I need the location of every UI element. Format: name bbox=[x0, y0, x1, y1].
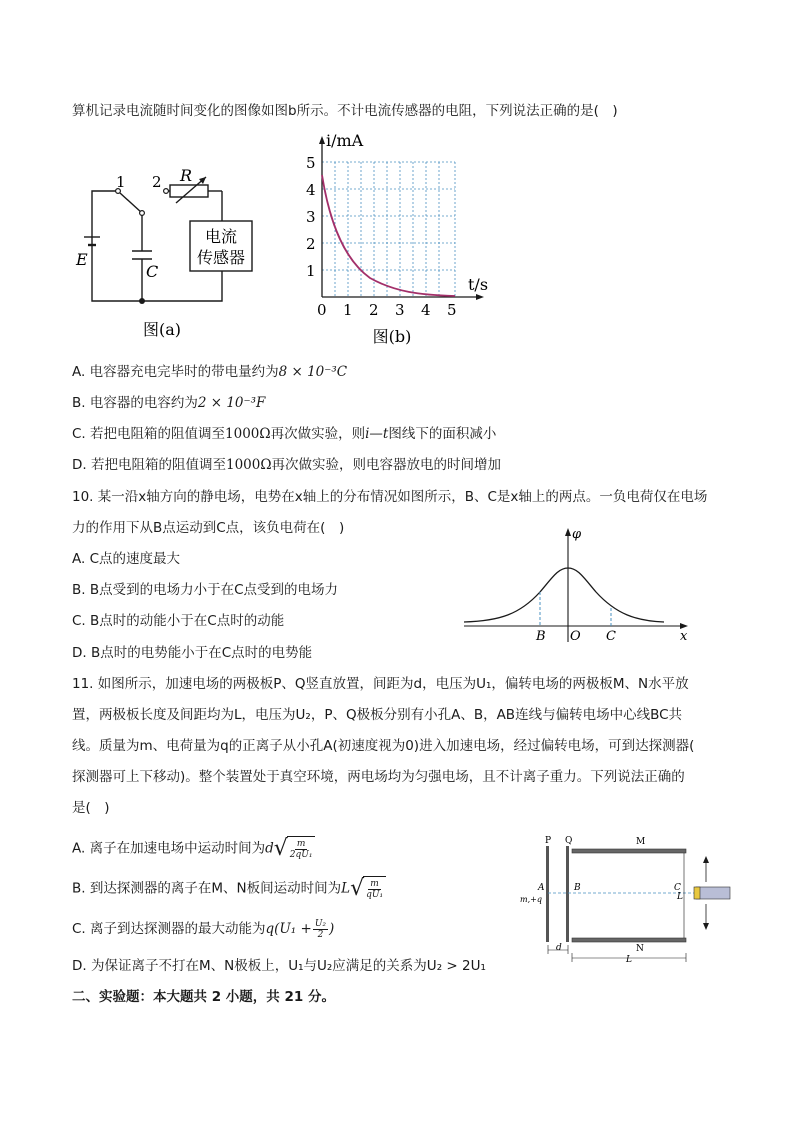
q11-stem-line5: 是( ) bbox=[72, 800, 110, 816]
q11-apparatus-figure bbox=[518, 832, 738, 966]
section-title: 二、实验题：本大题共 2 小题，共 21 分。 bbox=[72, 989, 335, 1005]
point-b-label: B bbox=[536, 629, 546, 644]
fig-a-label-r: R bbox=[180, 166, 193, 185]
point-c-label: C bbox=[606, 629, 616, 644]
q11-stem-line4: 探测器可上下移动)。整个装置处于真空环境，两电场均为匀强电场，且不计离子重力。下列说法正确的 bbox=[72, 769, 685, 785]
svg-text:0: 0 bbox=[317, 301, 327, 319]
gap-l-label: L bbox=[677, 892, 683, 902]
fig-b-ylabel: i/mA bbox=[326, 131, 364, 150]
q9-option-a: A. 电容器充电完毕时的带电量约为8 × 10⁻³C bbox=[72, 364, 348, 380]
figure-b-graph bbox=[300, 130, 500, 350]
fig-b-caption: 图(b) bbox=[372, 327, 412, 346]
figure-a-circuit bbox=[62, 165, 262, 345]
plate-n-label: N bbox=[636, 944, 644, 954]
length-l-label: L bbox=[626, 955, 632, 965]
svg-text:4: 4 bbox=[421, 301, 431, 319]
q11-stem-line2: 置，两极板长度及间距均为L，电压为U₂，P、Q极板分别有小孔A、B，AB连线与偏转电场中心线BC共 bbox=[72, 707, 683, 723]
hole-a-label: A bbox=[538, 883, 545, 893]
svg-text:1: 1 bbox=[343, 301, 353, 319]
svg-text:5: 5 bbox=[306, 154, 316, 172]
q10-stem-line2: 力的作用下从B点运动到C点，该负电荷在( ) bbox=[72, 520, 345, 536]
q9-option-d: D. 若把电阻箱的阻值调至1000Ω再次做实验，则电容器放电的时间增加 bbox=[72, 457, 502, 473]
fig-a-label-c: C bbox=[146, 262, 159, 281]
fig-a-caption: 图(a) bbox=[142, 320, 182, 339]
q11-stem-line1: 11. 如图所示，加速电场的两极板P、Q竖直放置，间距为d，电压为U₁，偏转电场的两极板M、N水平放 bbox=[72, 676, 689, 692]
hole-b-label: B bbox=[574, 883, 581, 893]
svg-text:2: 2 bbox=[306, 235, 316, 253]
q9-option-b: B. 电容器的电容约为2 × 10⁻³F bbox=[72, 395, 266, 411]
plate-m-label: M bbox=[636, 837, 646, 847]
q10-option-d: D. B点时的电势能小于在C点时的电势能 bbox=[72, 645, 313, 661]
svg-text:1: 1 bbox=[306, 262, 316, 280]
phi-label: φ bbox=[572, 527, 582, 542]
q11-option-a: A. 离子在加速电场中运动时间为d √ $\frac{m}{\text{2qU₁}}$ bbox=[72, 836, 315, 861]
svg-text:5: 5 bbox=[447, 301, 457, 319]
plate-p-label: P bbox=[545, 836, 552, 846]
fig-b-xlabel: t/s bbox=[468, 275, 489, 294]
svg-text:2: 2 bbox=[369, 301, 379, 319]
fig-a-label-2: 2 bbox=[152, 173, 162, 191]
plate-q-label: Q bbox=[565, 836, 573, 846]
fig-a-label-e: E bbox=[76, 250, 88, 269]
q11-option-d: D. 为保证离子不打在M、N极板上，U₁与U₂应满足的关系为U₂ > 2U₁ bbox=[72, 958, 486, 974]
q10-option-a: A. C点的速度最大 bbox=[72, 551, 181, 567]
x-axis-label: x bbox=[680, 629, 688, 644]
svg-text:3: 3 bbox=[395, 301, 405, 319]
q10-option-c: C. B点时的动能小于在C点时的动能 bbox=[72, 613, 285, 629]
q11-option-c: C. 离子到达探测器的最大动能为q(U₁ + $\frac{\text{U₂}}{2}$ ) bbox=[72, 918, 335, 940]
particle-label: m,+q bbox=[520, 895, 542, 904]
q10-option-b: B. B点受到的电场力小于在C点受到的电场力 bbox=[72, 582, 339, 598]
origin-label: O bbox=[570, 629, 581, 644]
q9-intro: 算机记录电流随时间变化的图像如图b所示。不计电流传感器的电阻，下列说法正确的是( ) bbox=[72, 103, 618, 119]
gap-d-label: d bbox=[556, 943, 562, 953]
q10-stem-line1: 10. 某一沿x轴方向的静电场，电势在x轴上的分布情况如图所示，B、C是x轴上的两点。一负电荷仅在电场 bbox=[72, 489, 708, 505]
sensor-label-1: 电流 bbox=[204, 227, 238, 246]
svg-text:4: 4 bbox=[306, 181, 316, 199]
q10-potential-figure bbox=[460, 522, 700, 646]
q11-stem-line3: 线。质量为m、电荷量为q的正离子从小孔A(初速度视为0)进入加速电场，经过偏转电场，可到达探测器( bbox=[72, 738, 695, 754]
q9-option-c: C. 若把电阻箱的阻值调至1000Ω再次做实验，则i—t图线下的面积减小 bbox=[72, 426, 497, 442]
sensor-label-2: 传感器 bbox=[196, 248, 246, 267]
q11-option-b: B. 到达探测器的离子在M、N板间运动时间为L √ $\frac{m}{\text{qU₁}}$ bbox=[72, 876, 386, 901]
fig-a-label-1: 1 bbox=[116, 173, 126, 191]
svg-text:3: 3 bbox=[306, 208, 316, 226]
point-c-label-q11: C bbox=[674, 883, 681, 893]
